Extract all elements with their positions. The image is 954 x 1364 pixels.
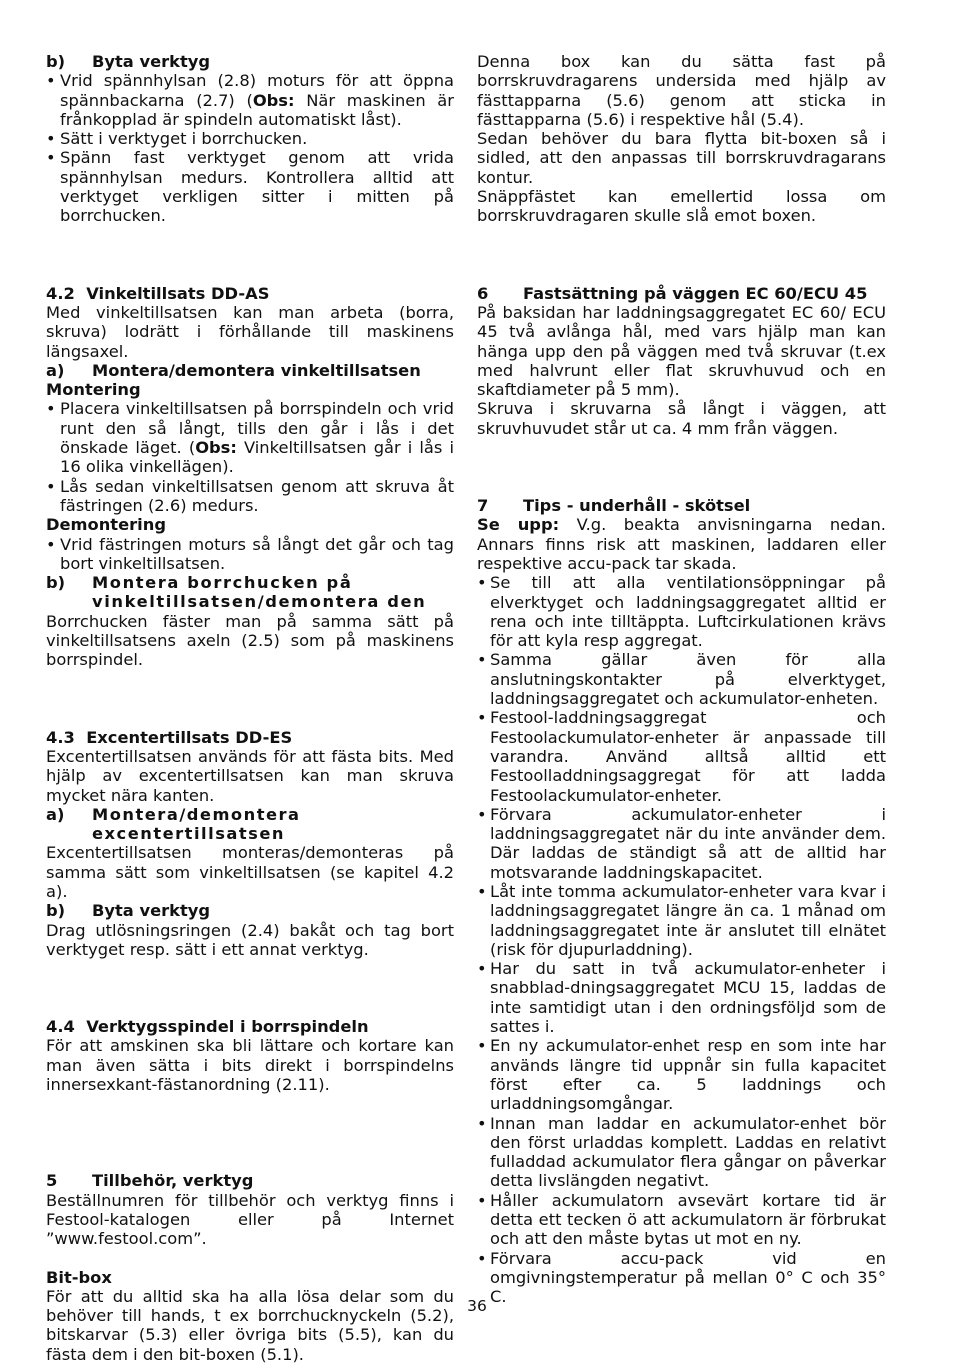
paragraph: På baksidan har laddningsaggregatet EC 60/ ECU 45 två avlånga hål, med vars hjälp man kan hänga upp den på väggen med två skruvar (t.ex med halvrunt eller flat skruvhuvud och en skaftdiameter på 5 mm). [477,302,886,400]
bullet-list [477,573,886,1306]
right-column [477,52,886,1307]
paragraph: Sedan behöver du bara flytta bit-boxen så i sidled, att den anpassas till borrskruvdragarans kontur. [477,129,886,187]
subheading-text: Byta verktyg [92,52,211,71]
list-item: • Sätt i verktyget i borrchucken. [46,129,454,148]
list-item: • Festool-laddningsaggregat och Festoolackumulator-enheter är anpassade till varandra. Använd alltså alltid ett Festoolladdningsaggregat för att ladda Festoolackumulator-enheter. [477,708,886,804]
section-5 [46,1171,454,1364]
left-column [46,52,454,1364]
paragraph: För att du alltid ska ha alla lösa delar som du behöver till hands, t ex borrchucknyckeln (5.2), bitskarvar (5.3) eller övriga bits (5.5), kan du fästa dem i den bit-boxen (5.1). [46,1286,454,1364]
paragraph: Beställnumren för tillbehör och verktyg finns i Festool-katalogen eller på Internet ”www.festool.com”. [46,1190,454,1249]
subheading-demontering: Demontering [46,515,166,535]
paragraph: Snäppfästet kan emellertid lossa om borrskruvdragaren skulle slå emot boxen. [477,187,886,226]
section-6 [477,284,886,438]
subheading-bit-box: Bit-box [46,1267,112,1287]
list-item: • Se till att alla ventilationsöppningar på elverktyget och laddningsaggregatet alltid er rena och inte tilltäppta. Luftcirkulationen krävs för att kyla resp aggregat. [477,573,886,650]
paragraph: Skruva i skruvarna så långt i väggen, att skruvhuvudet står ut ca. 4 mm från väggen. [477,399,886,438]
list-item: • Låt inte tomma ackumulator-enheter vara kvar i laddningsaggregatet längre än ca. 1 månad om laddningsaggregatet inte är anslutet till elnätet (risk för djupurladdning). [477,882,886,959]
section-7 [477,496,886,1306]
subheading-label: b) [46,52,66,71]
list-item: • Samma gällar även för alla anslutningskontakter på elverktyget, laddningsaggregatet och ackumulator-enheten. [477,650,886,708]
subheading: a) Montera/demontera vinkeltillsatsen [46,360,421,380]
paragraph: Denna box kan du sätta fast på borrskruvdragarens undersida med hjälp av fästtapparna (5.6) genom att sticka in fästtapparna (5.6) i respektive hål (5.4). [477,52,886,129]
section-heading: 4.3 Excentertillsats DD-ES [46,727,293,747]
list-item: • Placera vinkeltillsatsen på borrspindeln och vrid runt den så långt, tills den går i lås i det önskade läget. (Obs: Vinkeltillsatsen går i lås i 16 olika vinkellägen). [46,399,454,476]
list-item: • Innan man laddar en ackumulator-enhet bör den först urladdas komplett. Laddas en relativt fulladdad ackumulator flera gångar on påverkar detta livslängden negativt. [477,1114,886,1191]
section-bit-box-continued [477,52,886,226]
bullet-list [46,71,454,225]
list-item: • Vrid spännhylsan (2.8) moturs för att öppna spännbackarna (2.7) (Obs: När maskinen är frånkopplad är spindeln automatiskt låst). [46,71,454,129]
section-4-3 [46,728,454,960]
section-heading: 4.4 Verktygsspindel i borrspindeln [46,1017,369,1037]
list-item: • Förvara ackumulator-enheter i laddningsaggregatet när du inte använder dem. Där laddas de ständigt så att de alltid har motsvarande laddningskapacitet. [477,805,886,882]
list-item: • Spänn fast verktyget genom att vrida spännhylsan medurs. Kontrollera alltid att verktyget verkligen sitter i mitten på borrchucken. [46,148,454,225]
list-item: • En ny ackumulator-enhet resp en som inte har används längre tid uppnår sin fulla kapacitet först efter ca. 5 laddnings och urladdningsomgångar. [477,1036,886,1113]
section-4-2 [46,284,454,670]
section-heading: 7 Tips - underhåll - skötsel [477,496,751,516]
warning-paragraph: Se upp: V.g. beakta anvisningarna nedan. Annars finns risk att maskinen, laddaren eller respektive accu-pack tar skada. [477,515,886,573]
list-item: • Lås sedan vinkeltillsatsen genom att skruva åt fästringen (2.6) medurs. [46,477,454,516]
section-byta-verktyg [46,52,454,226]
paragraph: För att amskinen ska bli lättare och kortare kan man även sätta i bits direkt i borrspindelns innersexkant-fästanordning (2.11). [46,1036,454,1095]
paragraph: Med vinkeltillsatsen kan man arbeta (borra, skruva) lodrätt i förhållande till maskinens längsaxel. [46,302,454,361]
list-item: • Förvara accu-pack vid en omgivningstemperatur på mellan 0° C och 35° C. [477,1249,886,1307]
subheading: b) Montera borrchucken på vinkeltillsatsen/demontera den [46,573,427,612]
section-heading: 6 Fastsättning på väggen EC 60/ECU 45 [477,283,868,303]
list-item: • Har du satt in två ackumulator-enheter i snabblad-dningsaggregatet MCU 15, laddas de inte samtidigt utan i den ordningsföljd som de sattes i. [477,959,886,1036]
list-item: • Håller ackumulatorn avsevärt kortare tid är detta ett tecken ö att ackumulatorn är förbrukat och att den måste bytas ut mot en ny. [477,1191,886,1249]
section-4-4 [46,1017,454,1094]
list-item: • Vrid fästringen moturs så långt det går och tag bort vinkeltillsatsen. [46,535,454,574]
paragraph: Excentertillsatsen används för att fästa bits. Med hjälp av excentertillsatsen kan man skruva mycket nära kanten. [46,746,454,805]
paragraph: Excentertillsatsen monteras/demonteras på samma sätt som vinkeltillsatsen (se kapitel 4.2 a). [46,843,454,901]
section-heading: 4.2 Vinkeltillsats DD-AS [46,283,270,303]
warning-label: Se upp: [477,515,560,535]
subheading: a) Montera/demontera excentertillsatsen [46,804,301,844]
subheading: b) Byta verktyg [46,901,211,921]
paragraph: Borrchucken fäster man på samma sätt på vinkeltillsatsens axeln (2.5) som på maskinens borrspindel. [46,611,454,670]
bullet-list [46,535,454,574]
section-heading: 5 Tillbehör, verktyg [46,1171,254,1191]
bullet-list [46,399,454,515]
page-number: 36 [467,1297,487,1315]
subheading-byta-verktyg [46,52,454,71]
paragraph: Drag utlösningsringen (2.4) bakåt och tag bort verktyget resp. sätt i ett annat verktyg. [46,920,454,959]
subheading-montering: Montering [46,380,141,400]
